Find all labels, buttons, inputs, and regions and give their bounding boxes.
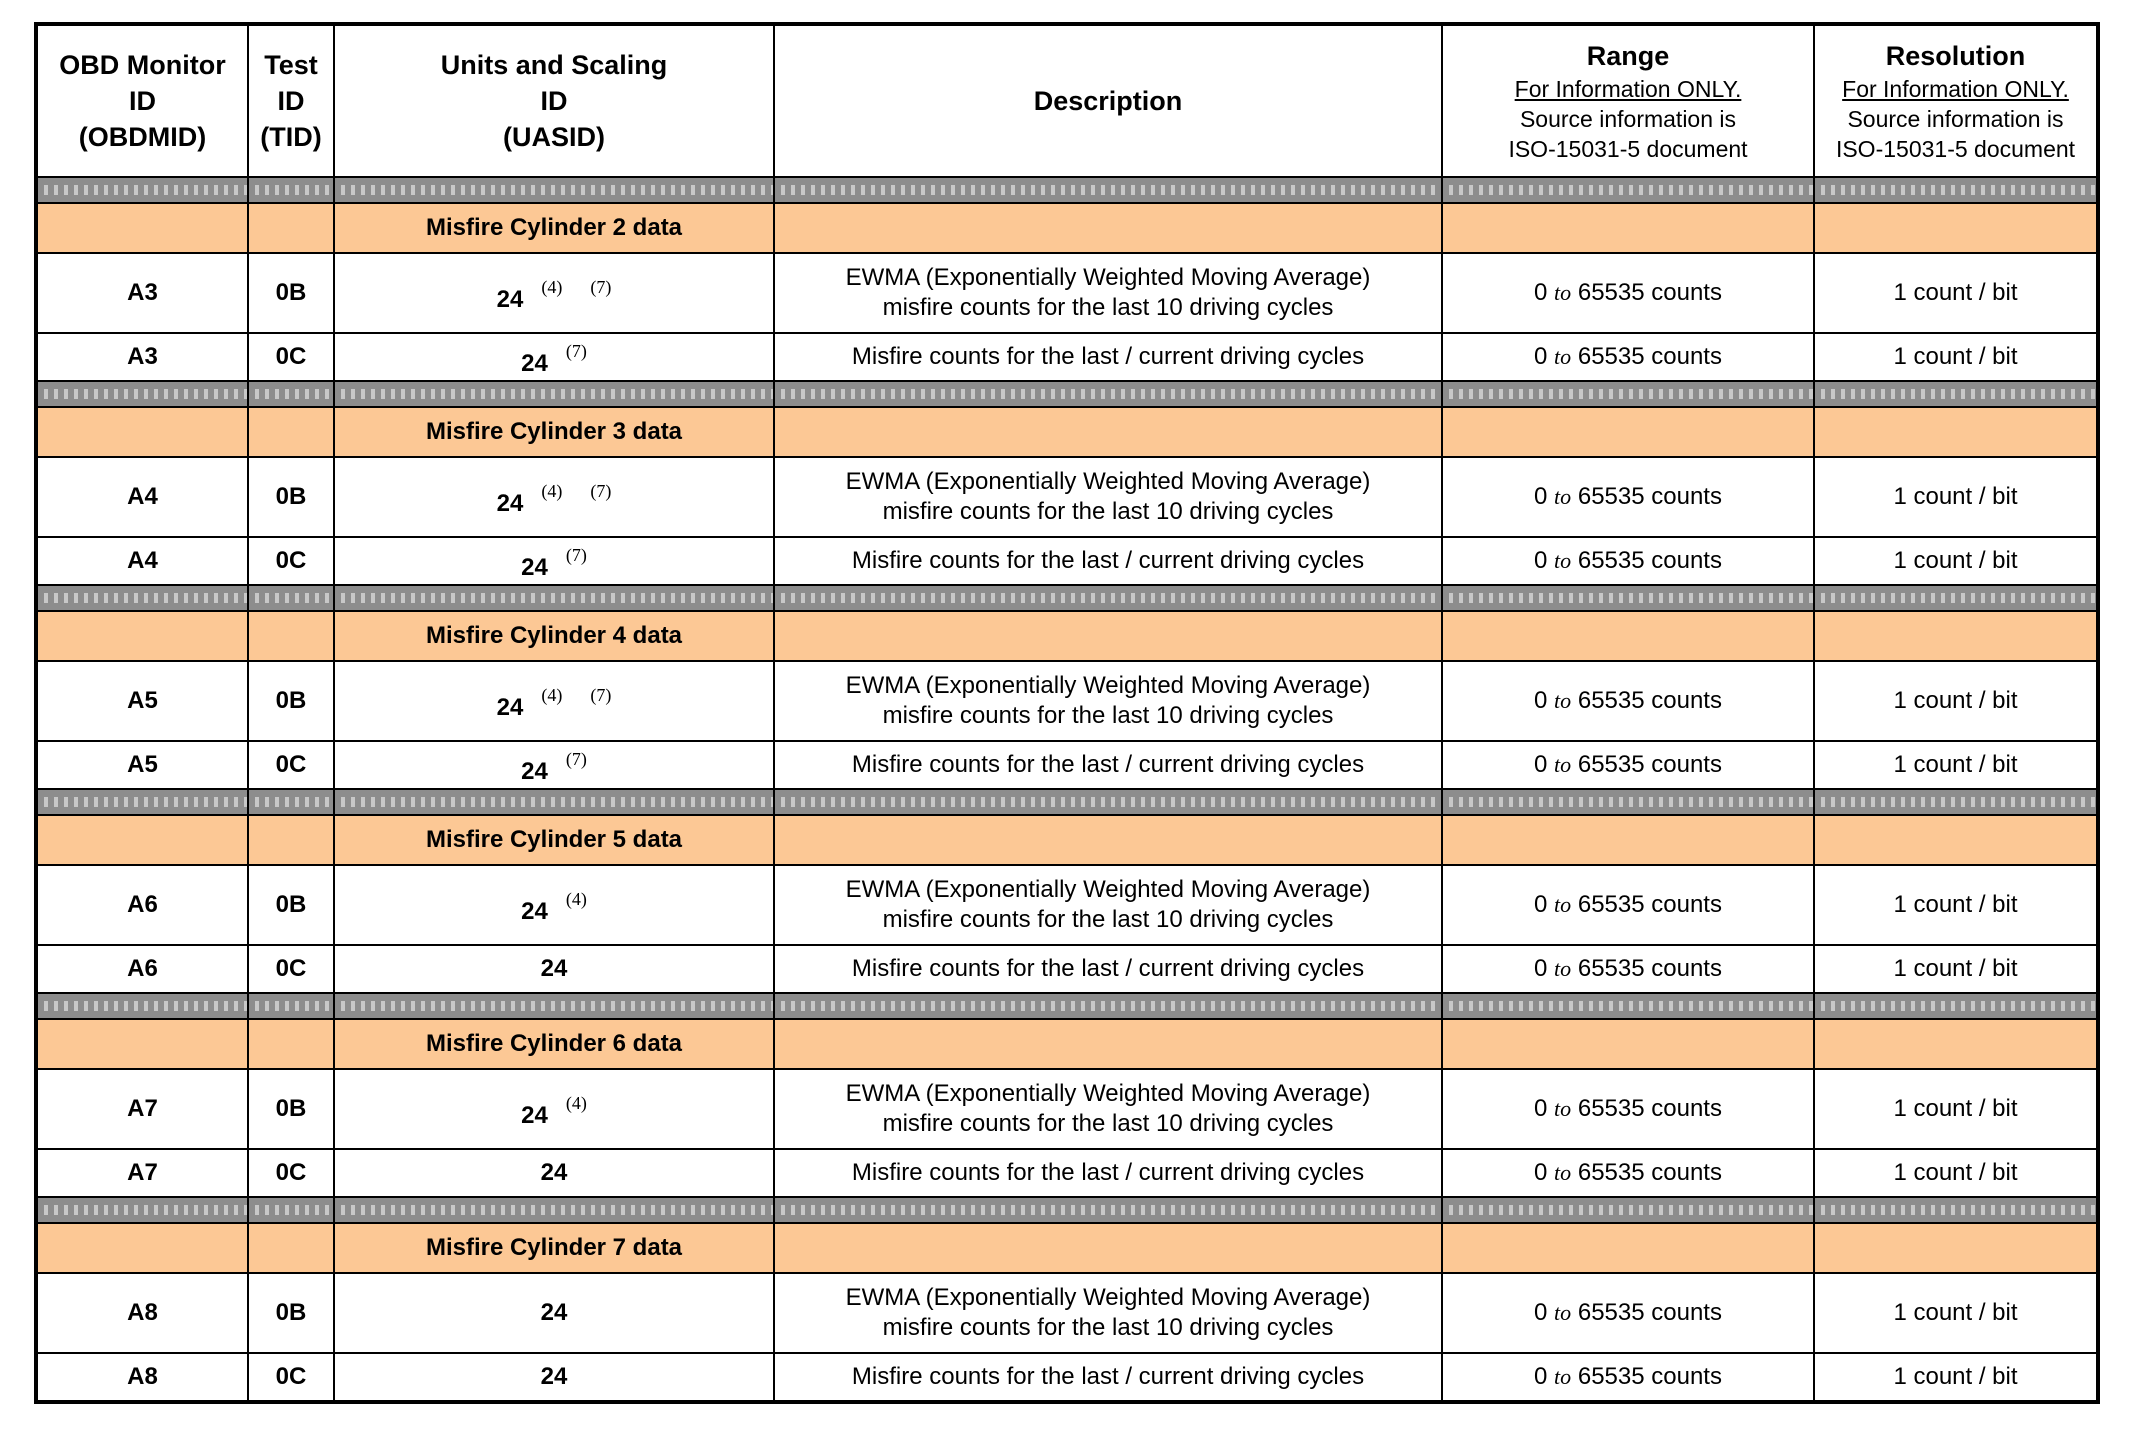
header-uasid bbox=[334, 24, 774, 177]
group-cell bbox=[36, 203, 248, 253]
group-cell bbox=[774, 611, 1442, 661]
footnote-ref: (4) bbox=[541, 276, 563, 297]
cell-description bbox=[774, 741, 1442, 789]
cell-uasid bbox=[334, 457, 774, 537]
separator-cell bbox=[248, 585, 334, 611]
cell-obdmid: A6 bbox=[36, 865, 248, 945]
range-from: 0 bbox=[1534, 1299, 1548, 1326]
cell-tid: 0B bbox=[248, 457, 334, 537]
group-title: Misfire Cylinder 3 data bbox=[334, 407, 774, 457]
group-title: Misfire Cylinder 2 data bbox=[334, 203, 774, 253]
group-cell bbox=[1814, 815, 2098, 865]
cell-obdmid: A6 bbox=[36, 945, 248, 993]
uasid-value: 24 bbox=[540, 1159, 568, 1186]
range-from: 0 bbox=[1534, 1095, 1548, 1122]
header-resolution-note: For Information ONLY. bbox=[1842, 76, 2069, 102]
description-line: EWMA (Exponentially Weighted Moving Average) bbox=[845, 672, 1371, 699]
cell-resolution: 1 count / bit bbox=[1814, 333, 2098, 381]
group-cell bbox=[774, 815, 1442, 865]
footnote-ref: (4) bbox=[541, 684, 563, 705]
header-obdmid-line-2: ID bbox=[129, 86, 156, 116]
group-cell bbox=[1814, 1223, 2098, 1273]
cell-resolution: 1 count / bit bbox=[1814, 945, 2098, 993]
separator-row bbox=[36, 381, 2098, 407]
group-title: Misfire Cylinder 7 data bbox=[334, 1223, 774, 1273]
separator-cell bbox=[36, 177, 248, 203]
group-cell bbox=[248, 1019, 334, 1069]
cell-tid: 0B bbox=[248, 253, 334, 333]
group-cell bbox=[1442, 815, 1814, 865]
uasid-value: 24 bbox=[540, 1299, 568, 1326]
group-header-row bbox=[36, 815, 2098, 865]
cell-obdmid: A3 bbox=[36, 333, 248, 381]
table-row bbox=[36, 1353, 2098, 1402]
uasid-value: 24 bbox=[496, 489, 524, 517]
cell-tid: 0C bbox=[248, 741, 334, 789]
range-from: 0 bbox=[1534, 547, 1548, 574]
description-line: Misfire counts for the last / current driving cycles bbox=[851, 547, 1365, 574]
separator-row bbox=[36, 789, 2098, 815]
separator-row bbox=[36, 993, 2098, 1019]
description-line: EWMA (Exponentially Weighted Moving Average) bbox=[845, 264, 1371, 291]
cell-obdmid: A7 bbox=[36, 1149, 248, 1197]
range-value: 65535 counts bbox=[1577, 483, 1722, 510]
header-tid-line-2: ID bbox=[277, 86, 305, 116]
cell-range bbox=[1442, 1149, 1814, 1197]
header-row bbox=[36, 24, 2098, 177]
cell-resolution: 1 count / bit bbox=[1814, 1069, 2098, 1149]
separator-cell bbox=[248, 381, 334, 407]
group-cell bbox=[774, 1223, 1442, 1273]
separator-cell bbox=[1442, 789, 1814, 815]
table-row bbox=[36, 1149, 2098, 1197]
table-row bbox=[36, 253, 2098, 333]
cell-description bbox=[774, 1273, 1442, 1353]
group-cell bbox=[36, 1019, 248, 1069]
range-to: to bbox=[1554, 892, 1572, 917]
separator-cell bbox=[334, 993, 774, 1019]
range-to: to bbox=[1554, 484, 1572, 509]
obdmid-table bbox=[34, 22, 2100, 1404]
range-value: 65535 counts bbox=[1577, 751, 1722, 778]
header-obdmid-line-3: (OBDMID) bbox=[78, 122, 207, 152]
cell-range bbox=[1442, 1273, 1814, 1353]
group-cell bbox=[248, 611, 334, 661]
description-line: EWMA (Exponentially Weighted Moving Average) bbox=[845, 1284, 1371, 1311]
description-line: Misfire counts for the last / current driving cycles bbox=[851, 1159, 1365, 1186]
group-cell bbox=[36, 1223, 248, 1273]
cell-range bbox=[1442, 1069, 1814, 1149]
table-row bbox=[36, 1273, 2098, 1353]
header-uasid-line-3: (UASID) bbox=[503, 122, 605, 152]
cell-description bbox=[774, 1353, 1442, 1402]
separator-cell bbox=[774, 585, 1442, 611]
uasid-value: 24 bbox=[521, 1101, 548, 1129]
separator-cell bbox=[36, 1197, 248, 1223]
footnote-ref: (4) bbox=[565, 1092, 587, 1113]
separator-cell bbox=[774, 1197, 1442, 1223]
description-line: Misfire counts for the last / current driving cycles bbox=[851, 343, 1365, 370]
group-header-row bbox=[36, 407, 2098, 457]
cell-obdmid: A5 bbox=[36, 741, 248, 789]
range-value: 65535 counts bbox=[1577, 1299, 1722, 1326]
cell-uasid bbox=[334, 253, 774, 333]
cell-uasid bbox=[334, 741, 774, 789]
range-value: 65535 counts bbox=[1577, 1095, 1722, 1122]
footnote-ref: (7) bbox=[590, 684, 612, 705]
header-resolution-source-1: Source information is bbox=[1847, 106, 2064, 132]
cell-range bbox=[1442, 865, 1814, 945]
separator-row bbox=[36, 1197, 2098, 1223]
separator-cell bbox=[1814, 1197, 2098, 1223]
range-value: 65535 counts bbox=[1577, 1159, 1722, 1186]
cell-resolution: 1 count / bit bbox=[1814, 865, 2098, 945]
header-resolution-source-2: ISO-15031-5 document bbox=[1835, 136, 2076, 162]
group-cell bbox=[1442, 611, 1814, 661]
range-from: 0 bbox=[1534, 751, 1548, 778]
cell-uasid bbox=[334, 1149, 774, 1197]
range-to: to bbox=[1554, 1300, 1572, 1325]
table-row bbox=[36, 457, 2098, 537]
separator-cell bbox=[1814, 993, 2098, 1019]
group-cell bbox=[248, 407, 334, 457]
table-row bbox=[36, 741, 2098, 789]
separator-cell bbox=[36, 381, 248, 407]
group-cell bbox=[774, 1019, 1442, 1069]
cell-description bbox=[774, 1149, 1442, 1197]
group-cell bbox=[1814, 1019, 2098, 1069]
cell-uasid bbox=[334, 537, 774, 585]
cell-description bbox=[774, 253, 1442, 333]
cell-obdmid: A3 bbox=[36, 253, 248, 333]
cell-resolution: 1 count / bit bbox=[1814, 537, 2098, 585]
separator-cell bbox=[334, 381, 774, 407]
cell-tid: 0C bbox=[248, 1353, 334, 1402]
footnote-ref: (7) bbox=[565, 748, 587, 769]
uasid-value: 24 bbox=[521, 349, 548, 377]
description-line: misfire counts for the last 10 driving cycles bbox=[882, 906, 1334, 933]
range-value: 65535 counts bbox=[1577, 547, 1722, 574]
range-value: 65535 counts bbox=[1577, 955, 1722, 982]
cell-description bbox=[774, 457, 1442, 537]
header-description bbox=[774, 24, 1442, 177]
uasid-value: 24 bbox=[540, 955, 568, 982]
range-value: 65535 counts bbox=[1577, 343, 1722, 370]
header-range-note: For Information ONLY. bbox=[1514, 76, 1742, 102]
separator-cell bbox=[1442, 993, 1814, 1019]
range-value: 65535 counts bbox=[1577, 687, 1722, 714]
group-cell bbox=[1442, 1223, 1814, 1273]
table-row bbox=[36, 945, 2098, 993]
range-from: 0 bbox=[1534, 687, 1548, 714]
range-to: to bbox=[1554, 688, 1572, 713]
table-body bbox=[36, 177, 2098, 1402]
separator-cell bbox=[36, 585, 248, 611]
range-value: 65535 counts bbox=[1577, 1363, 1722, 1390]
group-cell bbox=[1442, 407, 1814, 457]
table-row bbox=[36, 865, 2098, 945]
cell-uasid bbox=[334, 1069, 774, 1149]
description-line: EWMA (Exponentially Weighted Moving Average) bbox=[845, 468, 1371, 495]
header-uasid-line-1: Units and Scaling bbox=[440, 50, 668, 80]
separator-cell bbox=[1442, 1197, 1814, 1223]
group-header-row bbox=[36, 611, 2098, 661]
separator-cell bbox=[334, 177, 774, 203]
cell-range bbox=[1442, 661, 1814, 741]
header-range bbox=[1442, 24, 1814, 177]
cell-obdmid: A4 bbox=[36, 457, 248, 537]
group-cell bbox=[774, 407, 1442, 457]
description-line: Misfire counts for the last / current driving cycles bbox=[851, 955, 1365, 982]
group-cell bbox=[1814, 203, 2098, 253]
separator-cell bbox=[774, 381, 1442, 407]
range-to: to bbox=[1554, 956, 1572, 981]
group-title: Misfire Cylinder 4 data bbox=[334, 611, 774, 661]
description-line: misfire counts for the last 10 driving cycles bbox=[882, 498, 1334, 525]
group-header-row bbox=[36, 203, 2098, 253]
uasid-value: 24 bbox=[521, 553, 548, 581]
footnote-ref: (7) bbox=[565, 544, 587, 565]
group-header-row bbox=[36, 1223, 2098, 1273]
header-obdmid-line-1: OBD Monitor bbox=[59, 50, 226, 80]
obdmid-table-document bbox=[34, 22, 2096, 1404]
separator-cell bbox=[774, 993, 1442, 1019]
separator-cell bbox=[774, 177, 1442, 203]
separator-row bbox=[36, 177, 2098, 203]
separator-cell bbox=[248, 177, 334, 203]
range-to: to bbox=[1554, 1160, 1572, 1185]
group-cell bbox=[248, 1223, 334, 1273]
cell-uasid bbox=[334, 661, 774, 741]
range-value: 65535 counts bbox=[1577, 891, 1722, 918]
range-to: to bbox=[1554, 344, 1572, 369]
group-cell bbox=[36, 611, 248, 661]
header-range-source-1: Source information is bbox=[1519, 106, 1737, 132]
cell-resolution: 1 count / bit bbox=[1814, 661, 2098, 741]
group-cell bbox=[1814, 611, 2098, 661]
group-cell bbox=[36, 407, 248, 457]
cell-resolution: 1 count / bit bbox=[1814, 1149, 2098, 1197]
range-to: to bbox=[1554, 548, 1572, 573]
group-cell bbox=[248, 815, 334, 865]
separator-cell bbox=[334, 1197, 774, 1223]
separator-cell bbox=[36, 789, 248, 815]
cell-range bbox=[1442, 457, 1814, 537]
range-to: to bbox=[1554, 1364, 1572, 1389]
cell-obdmid: A8 bbox=[36, 1353, 248, 1402]
description-line: misfire counts for the last 10 driving cycles bbox=[882, 1110, 1334, 1137]
cell-description bbox=[774, 661, 1442, 741]
header-tid-line-1: Test bbox=[264, 50, 318, 80]
cell-uasid bbox=[334, 1273, 774, 1353]
separator-cell bbox=[1814, 789, 2098, 815]
header-resolution-title: Resolution bbox=[1885, 41, 2026, 71]
separator-cell bbox=[1442, 381, 1814, 407]
header-range-title: Range bbox=[1586, 41, 1670, 71]
header-uasid-line-2: ID bbox=[540, 86, 568, 116]
range-from: 0 bbox=[1534, 1363, 1548, 1390]
header-obdmid bbox=[36, 24, 248, 177]
group-title: Misfire Cylinder 6 data bbox=[334, 1019, 774, 1069]
cell-tid: 0B bbox=[248, 865, 334, 945]
range-to: to bbox=[1554, 1096, 1572, 1121]
separator-cell bbox=[334, 789, 774, 815]
cell-description bbox=[774, 945, 1442, 993]
cell-resolution: 1 count / bit bbox=[1814, 1353, 2098, 1402]
table-row bbox=[36, 537, 2098, 585]
cell-resolution: 1 count / bit bbox=[1814, 457, 2098, 537]
description-line: misfire counts for the last 10 driving cycles bbox=[882, 294, 1334, 321]
cell-range bbox=[1442, 253, 1814, 333]
range-from: 0 bbox=[1534, 955, 1548, 982]
cell-description bbox=[774, 537, 1442, 585]
cell-description bbox=[774, 1069, 1442, 1149]
uasid-value: 24 bbox=[521, 897, 548, 925]
footnote-ref: (7) bbox=[565, 340, 587, 361]
cell-tid: 0B bbox=[248, 661, 334, 741]
separator-cell bbox=[1814, 381, 2098, 407]
footnote-ref: (4) bbox=[565, 888, 587, 909]
separator-cell bbox=[36, 993, 248, 1019]
description-line: misfire counts for the last 10 driving cycles bbox=[882, 702, 1334, 729]
cell-tid: 0C bbox=[248, 537, 334, 585]
cell-range bbox=[1442, 741, 1814, 789]
range-from: 0 bbox=[1534, 891, 1548, 918]
cell-tid: 0C bbox=[248, 945, 334, 993]
cell-tid: 0C bbox=[248, 333, 334, 381]
group-cell bbox=[1442, 1019, 1814, 1069]
cell-description bbox=[774, 865, 1442, 945]
group-cell bbox=[1442, 203, 1814, 253]
range-from: 0 bbox=[1534, 279, 1548, 306]
cell-range bbox=[1442, 945, 1814, 993]
description-line: EWMA (Exponentially Weighted Moving Average) bbox=[845, 876, 1371, 903]
footnote-ref: (7) bbox=[590, 276, 612, 297]
group-header-row bbox=[36, 1019, 2098, 1069]
separator-cell bbox=[1814, 177, 2098, 203]
separator-cell bbox=[1814, 585, 2098, 611]
header-range-source-2: ISO-15031-5 document bbox=[1508, 136, 1748, 162]
cell-resolution: 1 count / bit bbox=[1814, 1273, 2098, 1353]
range-from: 0 bbox=[1534, 1159, 1548, 1186]
range-to: to bbox=[1554, 752, 1572, 777]
range-from: 0 bbox=[1534, 343, 1548, 370]
cell-range bbox=[1442, 1353, 1814, 1402]
cell-obdmid: A5 bbox=[36, 661, 248, 741]
cell-tid: 0B bbox=[248, 1273, 334, 1353]
range-from: 0 bbox=[1534, 483, 1548, 510]
table-row bbox=[36, 661, 2098, 741]
table-row bbox=[36, 333, 2098, 381]
cell-uasid bbox=[334, 333, 774, 381]
separator-row bbox=[36, 585, 2098, 611]
cell-uasid bbox=[334, 1353, 774, 1402]
range-value: 65535 counts bbox=[1577, 279, 1722, 306]
description-line: misfire counts for the last 10 driving cycles bbox=[882, 1314, 1334, 1341]
uasid-value: 24 bbox=[521, 757, 548, 785]
separator-cell bbox=[1442, 177, 1814, 203]
header-resolution bbox=[1814, 24, 2098, 177]
footnote-ref: (7) bbox=[590, 480, 612, 501]
group-cell bbox=[774, 203, 1442, 253]
cell-resolution: 1 count / bit bbox=[1814, 741, 2098, 789]
description-line: Misfire counts for the last / current driving cycles bbox=[851, 751, 1365, 778]
group-cell bbox=[1814, 407, 2098, 457]
cell-tid: 0B bbox=[248, 1069, 334, 1149]
header-tid bbox=[248, 24, 334, 177]
cell-resolution: 1 count / bit bbox=[1814, 253, 2098, 333]
uasid-value: 24 bbox=[496, 693, 524, 721]
description-line: Misfire counts for the last / current driving cycles bbox=[851, 1363, 1365, 1390]
cell-description bbox=[774, 333, 1442, 381]
separator-cell bbox=[248, 1197, 334, 1223]
table-row bbox=[36, 1069, 2098, 1149]
cell-uasid bbox=[334, 865, 774, 945]
cell-obdmid: A8 bbox=[36, 1273, 248, 1353]
group-title: Misfire Cylinder 5 data bbox=[334, 815, 774, 865]
separator-cell bbox=[248, 993, 334, 1019]
footnote-ref: (4) bbox=[541, 480, 563, 501]
uasid-value: 24 bbox=[496, 285, 524, 313]
cell-range bbox=[1442, 333, 1814, 381]
range-to: to bbox=[1554, 280, 1572, 305]
description-line: EWMA (Exponentially Weighted Moving Average) bbox=[845, 1080, 1371, 1107]
cell-range bbox=[1442, 537, 1814, 585]
cell-obdmid: A7 bbox=[36, 1069, 248, 1149]
header-description-label: Description bbox=[1033, 86, 1183, 116]
separator-cell bbox=[1442, 585, 1814, 611]
cell-tid: 0C bbox=[248, 1149, 334, 1197]
separator-cell bbox=[248, 789, 334, 815]
group-cell bbox=[248, 203, 334, 253]
separator-cell bbox=[774, 789, 1442, 815]
header-tid-line-3: (TID) bbox=[260, 122, 322, 152]
cell-uasid bbox=[334, 945, 774, 993]
uasid-value: 24 bbox=[540, 1363, 568, 1390]
separator-cell bbox=[334, 585, 774, 611]
group-cell bbox=[36, 815, 248, 865]
cell-obdmid: A4 bbox=[36, 537, 248, 585]
